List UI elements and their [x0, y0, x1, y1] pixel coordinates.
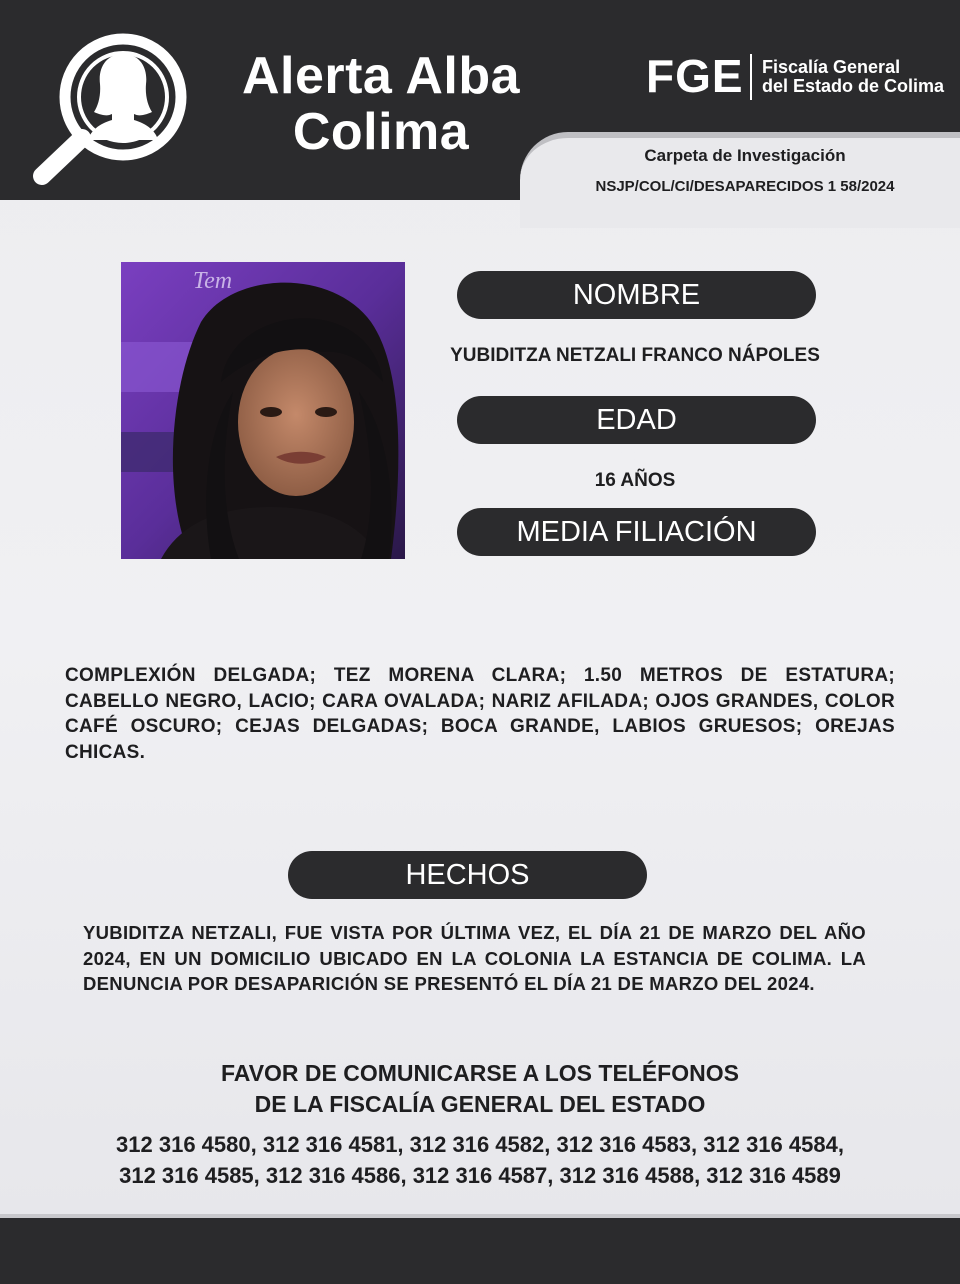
age-label-pill: EDAD: [457, 396, 816, 444]
missing-person-photo: [121, 262, 405, 559]
description-label-pill: MEDIA FILIACIÓN: [457, 508, 816, 556]
physical-description: COMPLEXIÓN DELGADA; TEZ MORENA CLARA; 1.50 METROS DE ESTATURA; CABELLO NEGRO, LACIO; CARA OVALADA; NARIZ AFILADA; OJOS GRANDES, COLOR CAFÉ OSCURO; CEJAS DELGADAS; BOCA GRANDE, LABIOS GRUESOS; OREJAS CHICAS.: [65, 665, 895, 763]
case-label: Carpeta de Investigación: [644, 146, 846, 165]
phone-numbers-line-1: 312 316 4580, 312 316 4581, 312 316 4582, 312 316 4583, 312 316 4584,: [116, 1132, 844, 1157]
phone-numbers-line-2: 312 316 4585, 312 316 4586, 312 316 4587, 312 316 4588, 312 316 4589: [119, 1163, 841, 1188]
case-number: NSJP/COL/CI/DESAPARECIDOS 1 58/2024: [595, 178, 895, 195]
magnifier-woman-icon: [28, 24, 198, 189]
logo-divider: [750, 54, 752, 100]
contact-line-1: FAVOR DE COMUNICARSE A LOS TELÉFONOS: [221, 1060, 739, 1086]
alert-title: Alerta Alba: [241, 47, 521, 105]
agency-logo-abbr: FGE: [646, 50, 744, 102]
contact-line-2: DE LA FISCALÍA GENERAL DEL ESTADO: [254, 1091, 706, 1117]
agency-name-line2: del Estado de Colima: [762, 76, 945, 96]
person-name: YUBIDITZA NETZALI FRANCO NÁPOLES: [450, 345, 820, 366]
photo-background-text: Tem: [193, 268, 233, 294]
footer-band: [0, 1214, 960, 1284]
agency-name-line1: Fiscalía General: [762, 57, 901, 77]
name-label-pill: NOMBRE: [457, 271, 816, 319]
facts-text: YUBIDITZA NETZALI, FUE VISTA POR ÚLTIMA VEZ, EL DÍA 21 DE MARZO DEL AÑO 2024, EN UN DOMICILIO UBICADO EN LA COLONIA LA ESTANCIA DE COLIMA. LA DENUNCIA POR DESAPARICIÓN SE PRESENTÓ EL DÍA 21 DE MARZO DEL 2024.: [83, 922, 866, 995]
agency-name: [762, 58, 944, 96]
facts-label-pill: HECHOS: [288, 851, 647, 899]
person-age: 16 AÑOS: [594, 470, 676, 491]
alert-subtitle: Colima: [292, 103, 470, 161]
